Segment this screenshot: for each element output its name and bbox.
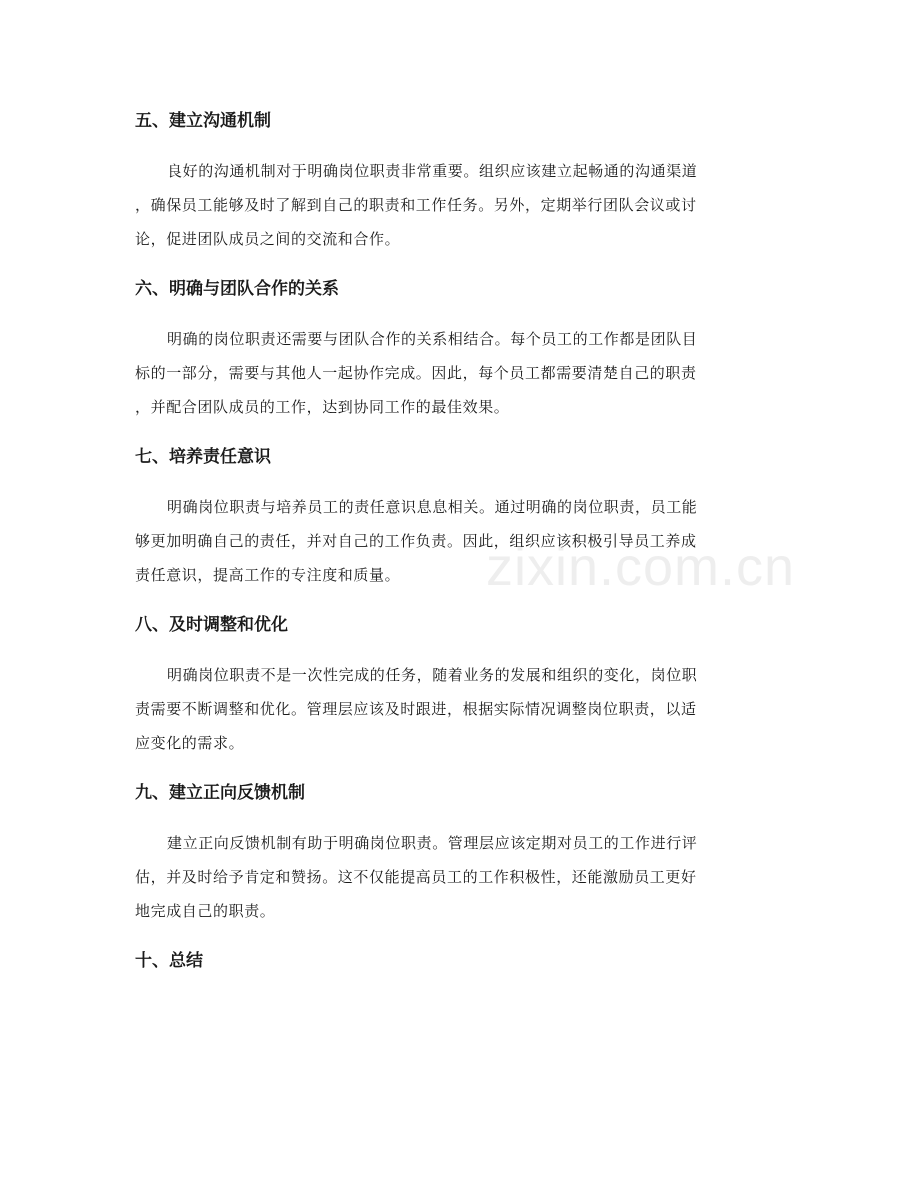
paragraph-line: 地完成自己的职责。: [135, 902, 276, 920]
section-heading: 九、建立正向反馈机制: [135, 783, 305, 803]
paragraph-line: 应变化的需求。: [135, 734, 245, 752]
section-paragraph: [135, 322, 785, 424]
paragraph-line: 责需要不断调整和优化。管理层应该及时跟进，根据实际情况调整岗位职责，以适: [135, 700, 697, 718]
paragraph-line: 论，促进团队成员之间的交流和合作。: [135, 230, 401, 248]
section-6: [135, 272, 785, 424]
paragraph-line: 明确岗位职责与培养员工的责任意识息息相关。通过明确的岗位职责，员工能: [167, 498, 698, 516]
watermark: zixin.com.cn: [486, 537, 796, 597]
section-10: [135, 944, 785, 978]
paragraph-line: 良好的沟通机制对于明确岗位职责非常重要。组织应该建立起畅通的沟通渠道: [167, 162, 698, 180]
section-5: [135, 104, 785, 256]
section-9: [135, 776, 785, 928]
paragraph-line: 够更加明确自己的责任，并对自己的工作负责。因此，组织应该积极引导员工养成: [135, 532, 697, 550]
section-paragraph: [135, 658, 785, 760]
paragraph-line: 明确的岗位职责还需要与团队合作的关系相结合。每个员工的工作都是团队目: [167, 330, 698, 348]
paragraph-line: 建立正向反馈机制有助于明确岗位职责。管理层应该定期对员工的工作进行评: [167, 834, 698, 852]
section-paragraph: [135, 154, 785, 256]
section-heading: 六、明确与团队合作的关系: [135, 279, 339, 299]
paragraph-line: 估，并及时给予肯定和赞扬。这不仅能提高员工的工作积极性，还能激励员工更好: [135, 868, 697, 886]
section-heading: 八、及时调整和优化: [135, 615, 288, 635]
paragraph-line: ，确保员工能够及时了解到自己的职责和工作任务。另外，定期举行团队会议或讨: [135, 196, 697, 214]
section-heading: 五、建立沟通机制: [135, 111, 271, 131]
paragraph-line: 明确岗位职责不是一次性完成的任务，随着业务的发展和组织的变化，岗位职: [167, 666, 698, 684]
paragraph-line: 责任意识，提高工作的专注度和质量。: [135, 566, 401, 584]
section-paragraph: [135, 826, 785, 928]
section-heading: 十、总结: [135, 951, 203, 971]
paragraph-line: 标的一部分，需要与其他人一起协作完成。因此，每个员工都需要清楚自己的职责: [135, 364, 697, 382]
paragraph-line: ，并配合团队成员的工作，达到协同工作的最佳效果。: [135, 398, 510, 416]
section-8: [135, 608, 785, 760]
section-heading: 七、培养责任意识: [135, 447, 271, 467]
